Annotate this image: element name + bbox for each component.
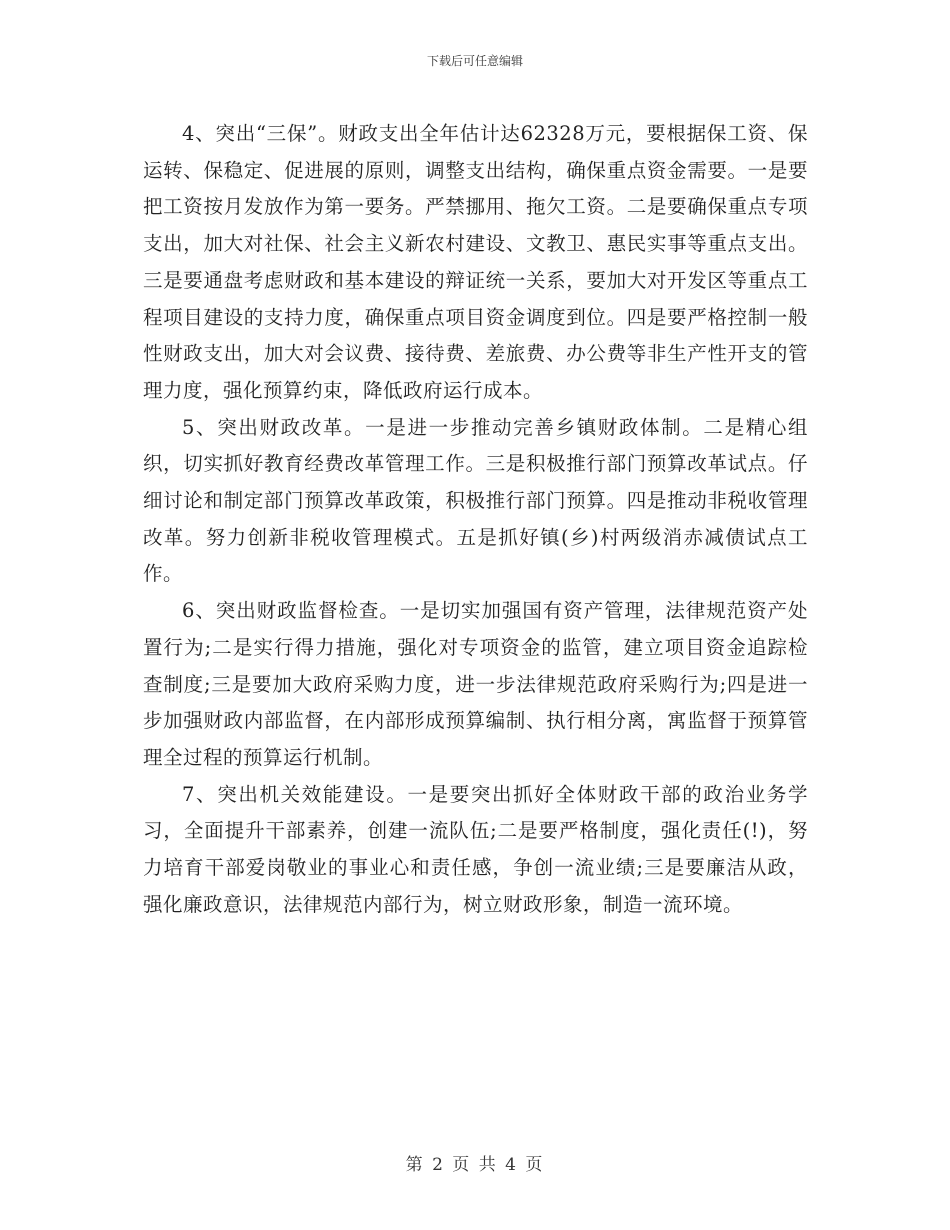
paragraph-4: 4、突出“三保”。财政支出全年估计达62328万元，要根据保工资、保运转、保稳定、促进展的原则，调整支出结构，确保重点资金需要。一是要把工资按月发放作为第一要务。严禁挪用、拖欠工资。二是要确保重点专项支出，加大对社保、社会主义新农村建设、文教卫、惠民实事等重点支出。三是要通盘考虑财政和基本建设的辩证统一关系，要加大对开发区等重点工程项目建设的支持力度，确保重点项目资金调度到位。四是要严格控制一般性财政支出，加大对会议费、接待费、差旅费、办公费等非生产性开支的管理力度，强化预算约束，降低政府运行成本。 bbox=[143, 122, 808, 402]
paragraph-5: 5、突出财政改革。一是进一步推动完善乡镇财政体制。二是精心组织，切实抓好教育经费改革管理工作。三是积极推行部门预算改革试点。仔细讨论和制定部门预算改革政策，积极推行部门预算。四是推动非税收管理改革。努力创新非税收管理模式。五是抓好镇(乡)村两级消赤减债试点工作。 bbox=[143, 415, 808, 586]
page-header: 下载后可任意编辑 bbox=[426, 54, 523, 68]
document-body bbox=[143, 116, 808, 923]
paragraph-6: 6、突出财政监督检查。一是切实加强国有资产管理，法律规范资产处置行为;二是实行得力措施，强化对专项资金的监管，建立项目资金追踪检查制度;三是要加大政府采购力度，进一步法律规范政府采购行为;四是进一步加强财政内部监督，在内部形成预算编制、执行相分离，寓监督于预算管理全过程的预算运行机制。 bbox=[143, 599, 808, 769]
page-footer: 第 2 页 共 4 页 bbox=[405, 1155, 545, 1175]
paragraph-7: 7、突出机关效能建设。一是要突出抓好全体财政干部的政治业务学习，全面提升干部素养，创建一流队伍;二是要严格制度，强化责任(!)，努力培育干部爱岗敬业的事业心和责任感，争创一流业绩;三是要廉洁从政，强化廉政意识，法律规范内部行为，树立财政形象，制造一流环境。 bbox=[143, 782, 808, 916]
